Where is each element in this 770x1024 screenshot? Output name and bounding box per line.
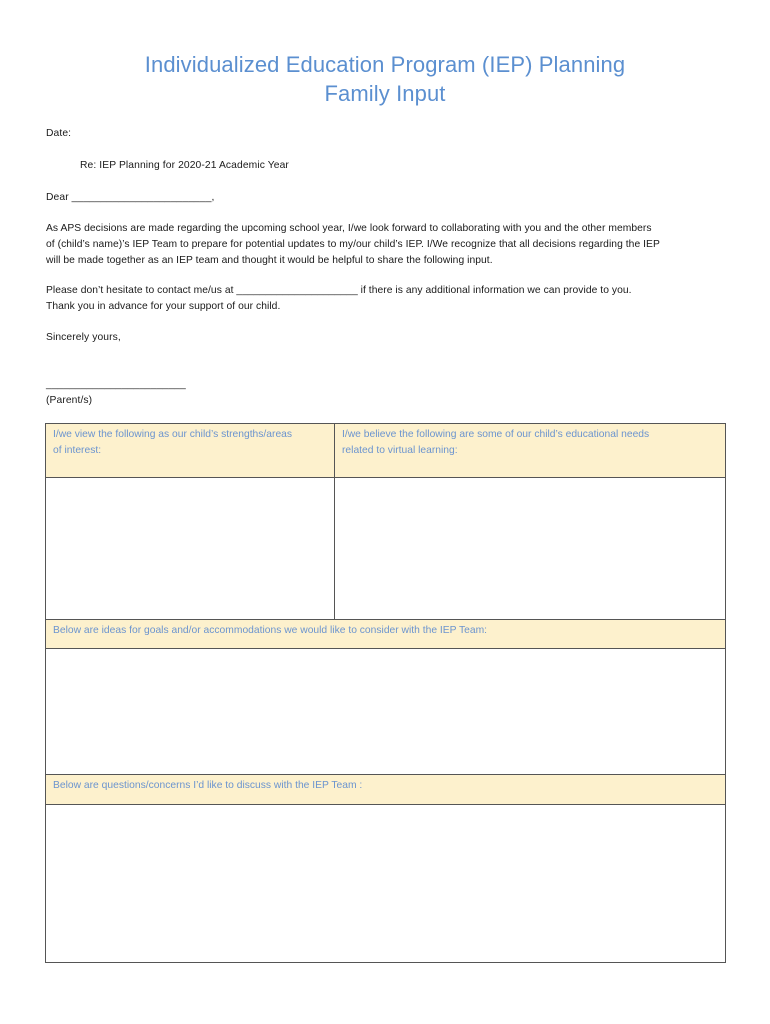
- salutation: Dear ________________________,: [46, 192, 215, 203]
- strengths-header-line: of interest:: [53, 445, 102, 456]
- strengths-input-area[interactable]: [46, 478, 334, 619]
- intro-line: As APS decisions are made regarding the upcoming school year, I/we look forward to collaborating with you and the other members: [46, 223, 652, 234]
- needs-header-line: related to virtual learning:: [342, 445, 458, 456]
- document-subtitle: Family Input: [324, 81, 446, 106]
- questions-header: Below are questions/concerns I’d like to discuss with the IEP Team :: [46, 775, 725, 804]
- contact-line: Please don’t hesitate to contact me/us at _____________________ if there is any additional information we can provide to you.: [46, 285, 632, 296]
- closing: Sincerely yours,: [46, 332, 121, 343]
- needs-input-area[interactable]: [335, 478, 725, 619]
- strengths-header: [46, 424, 334, 477]
- signature-label: (Parent/s): [46, 395, 93, 406]
- input-table: [45, 423, 726, 963]
- document-title: Individualized Education Program (IEP) Planning: [144, 52, 626, 77]
- intro-line: of (child’s name)’s IEP Team to prepare for potential updates to my/our child’s IEP. I/We recognize that all decisions regarding the IEP: [46, 239, 660, 250]
- needs-header: [335, 424, 725, 477]
- strengths-header-line: I/we view the following as our child’s strengths/areas: [53, 429, 293, 440]
- contact-paragraph: [46, 283, 736, 315]
- intro-line: will be made together as an IEP team and thought it would be helpful to share the following input.: [46, 255, 493, 266]
- contact-line: Thank you in advance for your support of our child.: [46, 301, 281, 312]
- questions-input-area[interactable]: [46, 805, 725, 962]
- intro-paragraph: [46, 221, 736, 269]
- date-label: Date:: [46, 128, 72, 139]
- goals-header: Below are ideas for goals and/or accommodations we would like to consider with the IEP Team:: [46, 620, 725, 648]
- re-line: Re: IEP Planning for 2020-21 Academic Year: [80, 160, 289, 171]
- goals-input-area[interactable]: [46, 649, 725, 774]
- column-divider: [334, 424, 335, 619]
- needs-header-line: I/we believe the following are some of our child’s educational needs: [342, 429, 650, 440]
- signature-line: ________________________: [46, 379, 186, 390]
